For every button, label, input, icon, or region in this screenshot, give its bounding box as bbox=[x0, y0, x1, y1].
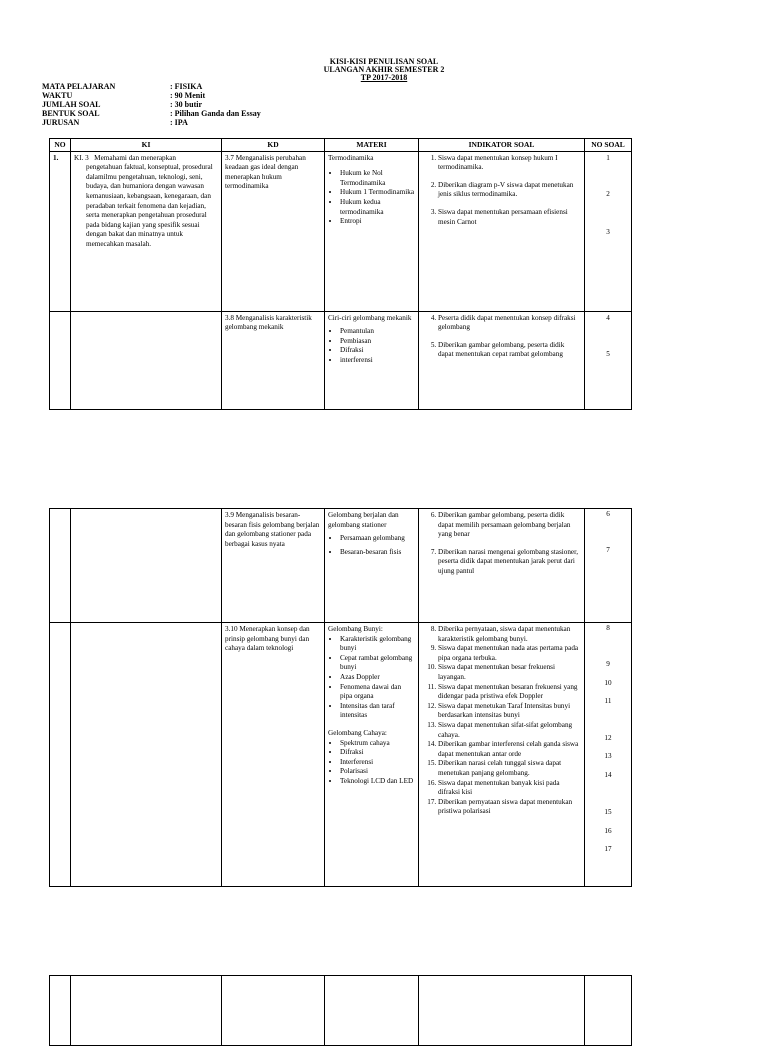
no-soal-value: 9 bbox=[606, 660, 610, 668]
no-soal-cell bbox=[585, 976, 632, 1046]
materi-cell bbox=[325, 151, 419, 311]
no-soal-value: 8 bbox=[606, 624, 610, 632]
indikator-cell bbox=[419, 151, 585, 311]
materi-item: • Azas Doppler bbox=[340, 673, 415, 683]
materi-item: • Pembiasan bbox=[340, 337, 415, 347]
header-row bbox=[50, 139, 632, 152]
materi-item: • Pemantulan bbox=[340, 327, 415, 337]
no-soal-value: 6 bbox=[606, 510, 610, 518]
no-soal-value: 1 bbox=[606, 153, 610, 162]
row-no bbox=[50, 509, 71, 623]
col-header-no: NO bbox=[50, 139, 71, 152]
meta-value: : FISIKA bbox=[170, 82, 203, 91]
indikator-list bbox=[422, 625, 581, 817]
no-soal-value: 3 bbox=[606, 227, 610, 236]
materi-cell bbox=[325, 976, 419, 1046]
meta-label: JUMLAH SOAL bbox=[42, 100, 101, 109]
meta-label: BENTUK SOAL bbox=[42, 109, 100, 118]
no-soal-value: 10 bbox=[604, 679, 612, 687]
materi-item: • Hukum kedua termodinamika bbox=[340, 198, 415, 217]
ki-cell bbox=[71, 151, 222, 311]
no-soal-value: 14 bbox=[604, 771, 612, 779]
no-soal-value: 17 bbox=[604, 845, 612, 853]
ki-rest: pengetahuan faktual, konseptual, prosedural dalamilmu pengetahuan, teknologi, seni, budaya, dan humaniora dengan wawasan kemanusiaan, kebangsaan, kenegaraan, dan peradaban terkait fenomena dan kejadian, serta menerapkan pengetahuan prosedural pada bidang kajian yang spesifik sesuai dengan bakat dan minatnya untuk memecahkan masalah. bbox=[86, 163, 213, 248]
materi-cell bbox=[325, 509, 419, 623]
table-row bbox=[50, 311, 632, 409]
materi-item: • interferensi bbox=[340, 356, 415, 366]
no-soal-value: 11 bbox=[604, 697, 612, 705]
kd-text: 3.7 Menganalisis perubahan keadaan gas ideal dengan menerapkan hukum termodinamika bbox=[225, 153, 306, 191]
row-no bbox=[50, 311, 71, 409]
meta-value: : 90 Menit bbox=[170, 91, 206, 100]
materi-item: • Difraksi bbox=[340, 346, 415, 356]
materi-list bbox=[328, 169, 415, 227]
materi-title: Termodinamika bbox=[328, 153, 374, 162]
row-no: 1. bbox=[50, 151, 71, 311]
indikator-item: 17. Diberikan pernyataan siswa dapat menentukan pristiwa polarisasi bbox=[438, 798, 581, 817]
doc-title-line3: TP 2017-2018 bbox=[360, 73, 408, 82]
kisi-table-3 bbox=[49, 975, 632, 1046]
ki-cell bbox=[71, 311, 222, 409]
indikator-item: 2. Diberikan diagram p-V siswa dapat menetukan jenis siklus termodinamika. bbox=[438, 181, 581, 200]
indikator-item: 9. Siswa dapat menentukan nada atas pertama pada pipa organa terbuka. bbox=[438, 644, 581, 663]
indikator-item: 8. Diberika pernyataan, siswa dapat menentukan karakteristik gelombang bunyi. bbox=[438, 625, 581, 644]
doc-title-line2: ULANGAN AKHIR SEMESTER 2 bbox=[323, 65, 445, 74]
materi-item: • Difraksi bbox=[340, 748, 415, 758]
materi-item: • Hukum 1 Termodinamika bbox=[340, 188, 415, 198]
col-header-kd: KD bbox=[222, 139, 325, 152]
indikator-item: 14. Diberikan gambar interferensi celah ganda siswa dapat menentukan antar orde bbox=[438, 740, 581, 759]
kisi-table-1 bbox=[49, 138, 632, 410]
indikator-cell bbox=[419, 509, 585, 623]
indikator-item: 5. Diberikan gambar gelombang, peserta didik dapat menentukan cepat rambat gelombang bbox=[438, 341, 581, 360]
no-soal-value: 7 bbox=[606, 546, 610, 554]
meta-label: MATA PELAJARAN bbox=[42, 82, 116, 91]
indikator-item: 7. Diberikan narasi mengenai gelombang stasioner, peserta didik dapat menentukan jarak perut dari ujung pantul bbox=[438, 548, 581, 577]
row-no bbox=[50, 623, 71, 887]
table-row bbox=[50, 151, 632, 311]
indikator-item: 16. Siswa dapat menentukan banyak kisi pada difraksi kisi bbox=[438, 779, 581, 798]
materi-item: • Fenomena dawai dan pipa organa bbox=[340, 683, 415, 702]
ki-cell bbox=[71, 509, 222, 623]
indikator-item: 13. Siswa dapat menentukan sifat-sifat gelombang cahaya. bbox=[438, 721, 581, 740]
col-header-materi: MATERI bbox=[325, 139, 419, 152]
meta-value: : IPA bbox=[170, 118, 188, 127]
materi-item: • Besaran-besaran fisis bbox=[340, 548, 415, 558]
doc-title-line1: KISI-KISI PENULISAN SOAL bbox=[329, 57, 439, 66]
meta-row bbox=[42, 82, 261, 91]
materi-list bbox=[328, 635, 415, 721]
materi-title: Gelombang berjalan dan gelombang stationer bbox=[328, 511, 399, 529]
kd-text: 3.8 Menganalisis karakteristik gelombang mekanik bbox=[225, 313, 312, 332]
materi-item: • Polarisasi bbox=[340, 767, 415, 777]
no-soal-value: 4 bbox=[606, 313, 610, 322]
indikator-list bbox=[422, 511, 581, 577]
materi-item: • Teknologi LCD dan LED bbox=[340, 777, 415, 787]
meta-row bbox=[42, 91, 261, 100]
no-soal-value: 13 bbox=[604, 752, 612, 760]
materi-cell bbox=[325, 623, 419, 887]
indikator-item: 15. Diberikan narasi celah tunggal siswa dapat menetukan panjang gelombang. bbox=[438, 759, 581, 778]
indikator-cell bbox=[419, 623, 585, 887]
col-header-ki: KI bbox=[71, 139, 222, 152]
materi-title: Ciri-ciri gelombang mekanik bbox=[328, 313, 412, 322]
materi-item: • Hukum ke Nol Termodinamika bbox=[340, 169, 415, 188]
indikator-item: 4. Peserta didik dapat menentukan konsep difraksi gelombang bbox=[438, 314, 581, 333]
indikator-item: 12. Siswa dapat menetukan Taraf Intensitas bunyi berdasarkan intensitas bunyi bbox=[438, 702, 581, 721]
materi-item: • Entropi bbox=[340, 217, 415, 227]
no-soal-cell bbox=[585, 151, 632, 311]
no-soal-value: 2 bbox=[606, 189, 610, 198]
no-soal-cell bbox=[585, 311, 632, 409]
indikator-item: 3. Siswa dapat menentukan persamaan efisiensi mesin Carnot bbox=[438, 208, 581, 227]
materi-title: Gelombang Cahaya: bbox=[328, 728, 387, 737]
kd-cell bbox=[222, 623, 325, 887]
materi-item: • Interferensi bbox=[340, 758, 415, 768]
indikator-list bbox=[422, 314, 581, 360]
indikator-item: 11. Siswa dapat menentukan besaran frekuensi yang didengar pada pristiwa efek Doppler bbox=[438, 683, 581, 702]
materi-item: • Intensitas dan taraf intensitas bbox=[340, 702, 415, 721]
meta-value: : 30 butir bbox=[170, 100, 202, 109]
ki-first-line bbox=[74, 154, 218, 164]
materi-list bbox=[328, 327, 415, 365]
indikator-list bbox=[422, 154, 581, 228]
no-soal-value: 15 bbox=[604, 808, 612, 816]
materi-list bbox=[328, 739, 415, 787]
materi-item: • Spektrum cahaya bbox=[340, 739, 415, 749]
no-soal-cell bbox=[585, 623, 632, 887]
table-row bbox=[50, 623, 632, 887]
kd-cell bbox=[222, 976, 325, 1046]
indikator-cell bbox=[419, 311, 585, 409]
materi-title: Gelombang Bunyi: bbox=[328, 625, 383, 633]
ki-cell bbox=[71, 623, 222, 887]
indikator-item: 10. Siswa dapat menentukan besar frekuensi layangan. bbox=[438, 663, 581, 682]
materi-list bbox=[328, 534, 415, 557]
meta-value: : Pilihan Ganda dan Essay bbox=[170, 109, 261, 118]
ki-cell bbox=[71, 976, 222, 1046]
ki-prefix: KI. 3 bbox=[74, 153, 89, 162]
indikator-item: 6. Diberikan gambar gelombang, peserta didik dapat memilih persamaan gelombang berjalan yang benar bbox=[438, 511, 581, 540]
kd-text: 3.10 Menerapkan konsep dan prinsip gelombang bunyi dan cahaya dalam teknologi bbox=[225, 625, 310, 653]
kd-cell bbox=[222, 151, 325, 311]
kd-cell bbox=[222, 509, 325, 623]
materi-item: • Persamaan gelombang bbox=[340, 534, 415, 544]
kd-cell bbox=[222, 311, 325, 409]
indikator-cell bbox=[419, 976, 585, 1046]
meta-block bbox=[42, 82, 261, 127]
col-header-indikator: INDIKATOR SOAL bbox=[419, 139, 585, 152]
no-soal-cell bbox=[585, 509, 632, 623]
table-row bbox=[50, 509, 632, 623]
no-soal-value: 12 bbox=[604, 734, 612, 742]
materi-cell bbox=[325, 311, 419, 409]
col-header-no-soal: NO SOAL bbox=[585, 139, 632, 152]
meta-label: JURUSAN bbox=[42, 118, 80, 127]
ki-first: Memahami dan menerapkan bbox=[94, 153, 176, 162]
kd-text: 3.9 Menganalisis besaran-besaran fisis gelombang berjalan dan gelombang stationer pada berbagai kasus nyata bbox=[225, 511, 320, 548]
meta-label: WAKTU bbox=[42, 91, 73, 100]
indikator-item: 1. Siswa dapat menentukan konsep hukum I termodinamika. bbox=[438, 154, 581, 173]
materi-item: • Cepat rambat gelombang bunyi bbox=[340, 654, 415, 673]
meta-row bbox=[42, 109, 261, 118]
no-soal-value: 16 bbox=[604, 827, 612, 835]
meta-row bbox=[42, 100, 261, 109]
table-row bbox=[50, 976, 632, 1046]
materi-item: • Karakteristik gelombang bunyi bbox=[340, 635, 415, 654]
kisi-table-2 bbox=[49, 508, 632, 887]
row-no bbox=[50, 976, 71, 1046]
no-soal-value: 5 bbox=[606, 349, 610, 358]
meta-row bbox=[42, 118, 261, 127]
